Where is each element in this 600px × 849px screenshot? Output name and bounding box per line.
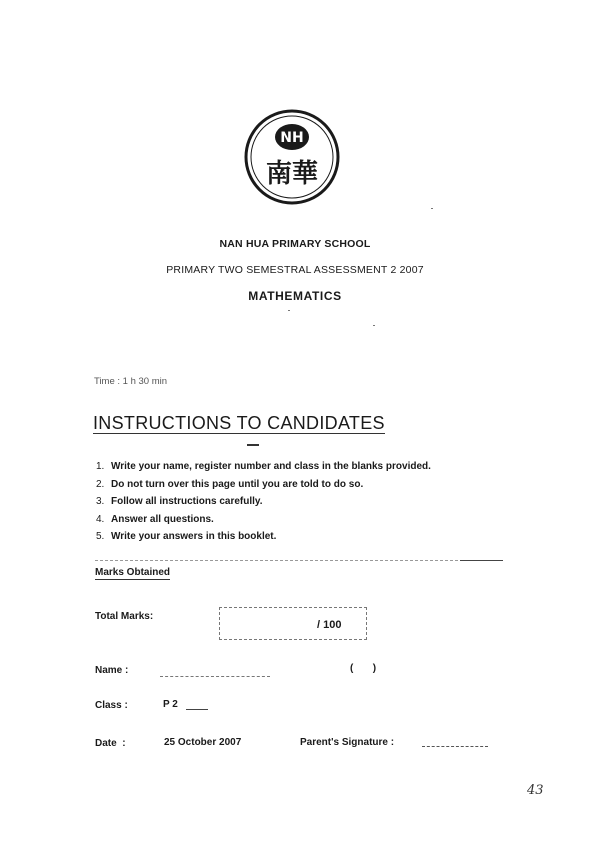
total-marks-box[interactable] — [219, 607, 367, 640]
stray-mark — [247, 444, 259, 446]
subject-title: MATHEMATICS — [248, 289, 342, 303]
instruction-item: 4. Answer all questions. — [96, 513, 214, 525]
class-value: P 2 — [163, 699, 178, 710]
instruction-item: 2. Do not turn over this page until you are told to do so. — [96, 478, 364, 490]
instruction-item: 5. Write your answers in this booklet. — [96, 531, 277, 542]
instruction-item: 1. Write your name, register number and class in the blanks provided. — [96, 461, 431, 472]
instruction-item: 3. Follow all instructions carefully. — [96, 496, 263, 507]
total-marks-label: Total Marks: — [95, 611, 154, 622]
date-label: Date : — [95, 738, 126, 749]
scan-speck — [431, 208, 433, 209]
time-allowed: Time : 1 h 30 min — [94, 376, 168, 387]
parent-signature-label: Parent's Signature : — [300, 737, 395, 748]
assessment-title: PRIMARY TWO SEMESTRAL ASSESSMENT 2 2007 — [166, 264, 424, 276]
separator-line — [95, 560, 503, 561]
separator-line-solid — [460, 560, 503, 561]
register-number-field[interactable]: ( ) — [350, 663, 377, 674]
school-logo — [243, 108, 341, 206]
parent-signature-field[interactable] — [422, 746, 488, 747]
date-value: 25 October 2007 — [164, 737, 242, 748]
school-name: NAN HUA PRIMARY SCHOOL — [219, 238, 371, 250]
class-field[interactable] — [186, 709, 208, 710]
total-marks-value: / 100 — [317, 619, 342, 631]
name-label: Name : — [95, 665, 129, 676]
instructions-list — [96, 458, 431, 546]
page-corner-mark: 43 — [527, 783, 544, 798]
instructions-heading: INSTRUCTIONS TO CANDIDATES — [93, 413, 385, 433]
marks-obtained-heading: Marks Obtained — [95, 567, 171, 578]
svg-text:NH: NH — [280, 130, 304, 146]
name-field[interactable] — [160, 676, 270, 677]
scan-speck — [288, 310, 290, 311]
class-label: Class : — [95, 700, 128, 711]
svg-text:南華: 南華 — [265, 159, 319, 189]
scan-speck — [373, 325, 375, 326]
